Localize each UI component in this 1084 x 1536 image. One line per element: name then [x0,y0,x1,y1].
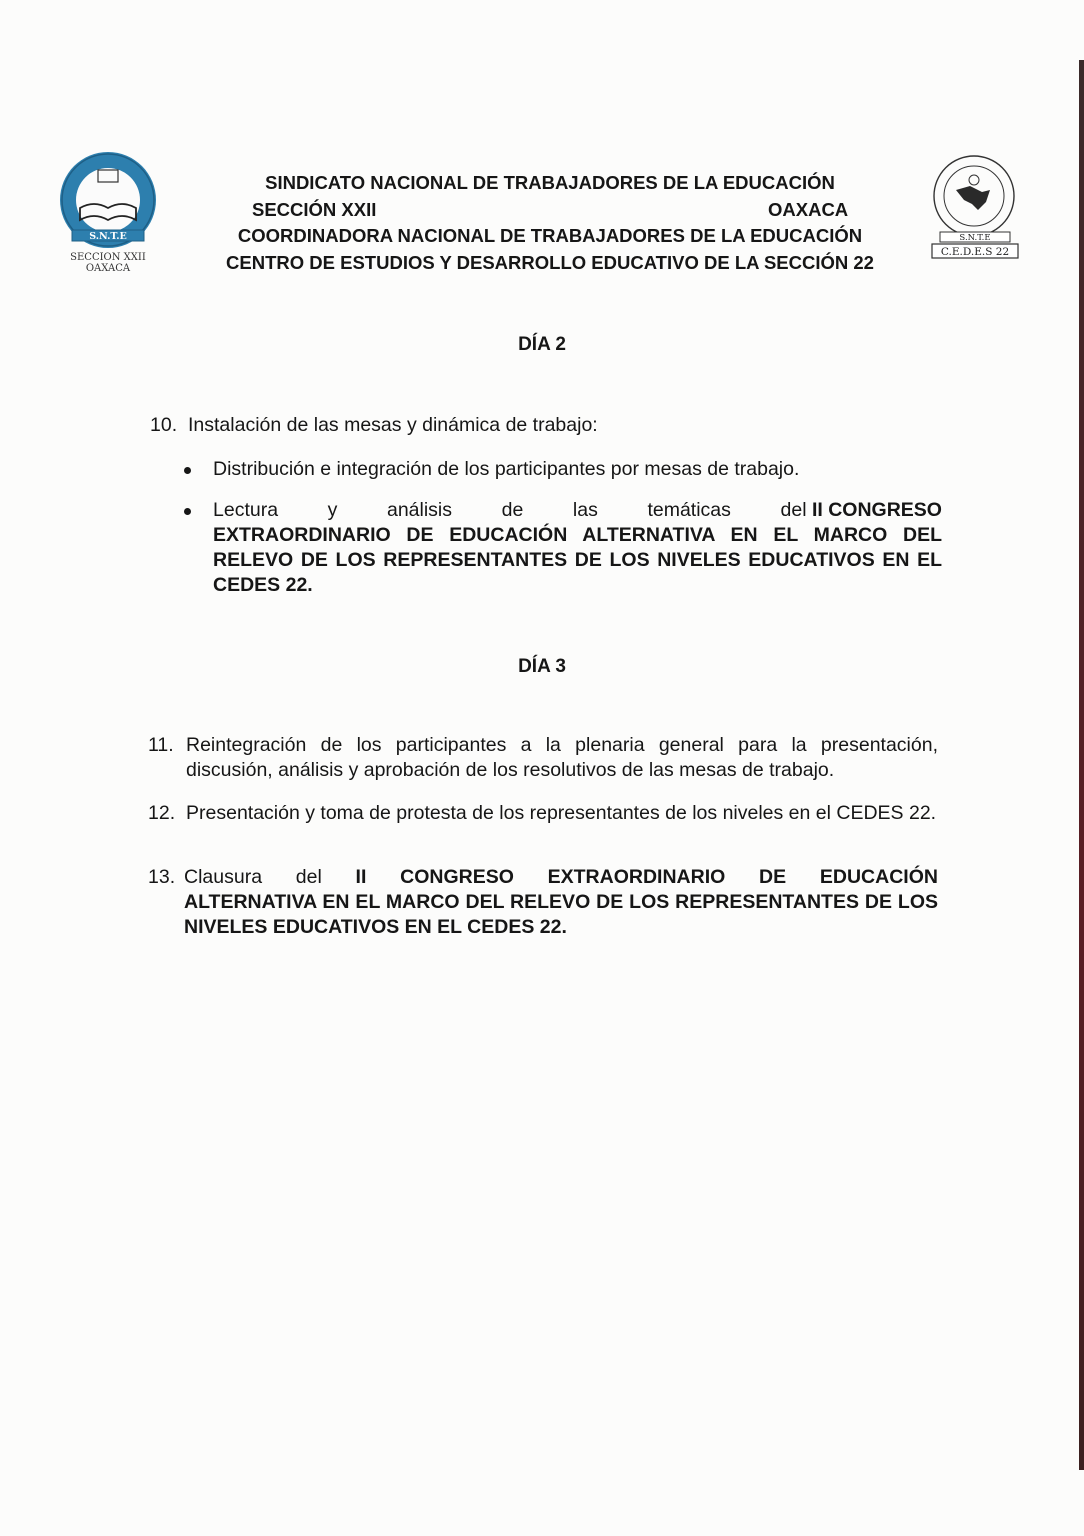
cedes-22-logo [914,154,1036,266]
bullet-item-distribucion [184,457,944,487]
word: y [327,499,338,521]
day-2-heading: DÍA 2 [518,334,566,355]
item-number: 11. [148,734,174,756]
bullet-first-line [213,498,942,523]
header-section: SECCIÓN XXII [252,198,377,220]
logo-caption-oaxaca: OAXACA [85,263,131,274]
word: del [295,866,322,888]
logo-band-text: S.N.T.E [89,231,127,242]
agenda-item-10 [150,413,950,443]
bullet-icon [184,508,191,515]
bullet-text [213,498,942,598]
item-number: 12. [148,802,176,824]
agenda-item-12 [148,801,948,861]
item-first-line [184,865,938,890]
congress-name-start: II CONGRESO [811,499,942,521]
item-text: Reintegración de los participantes a la plenaria general para la presentación, discusión, análisis y aprobación de los resolutivos de las mesas de trabajo. [186,734,938,781]
header-state: OAXACA [768,198,849,220]
header-line-coordinadora: COORDINADORA NACIONAL DE TRABAJADORES DE LA EDUCACIÓN [237,225,863,246]
word: de [501,499,524,521]
bullet-icon [184,467,191,474]
word: DE [759,866,787,888]
congress-name-rest: EXTRAORDINARIO DE EDUCACIÓN ALTERNATIVA EN EL MARCO DEL RELEVO DE LOS REPRESENTANTES DE LOS NIVELES EDUCATIVOS EN EL CEDES 22. [213,524,942,596]
page-edge-shadow [1079,60,1084,1470]
logo-caption-seccion: SECCION XXII [70,252,146,263]
word: CONGRESO [400,866,514,888]
word-group [781,498,942,523]
word: análisis [386,499,453,521]
logo-band-cedes: C.E.D.E.S 22 [940,246,1010,258]
header-line-centro: CENTRO DE ESTUDIOS Y DESARROLLO EDUCATIVO DE LA SECCIÓN 22 [226,251,874,273]
word: temáticas [647,499,731,521]
item-text: Instalación de las mesas y dinámica de trabajo: [188,414,598,436]
item-number: 10. [150,414,178,436]
item-text: Presentación y toma de protesta de los representantes de los niveles en el CEDES 22. [186,802,937,824]
item-text [184,865,938,940]
agenda-item-11 [148,733,948,793]
bullet-item-lectura [184,498,944,608]
congress-name-rest: ALTERNATIVA EN EL MARCO DEL RELEVO DE LOS REPRESENTANTES DE LOS NIVELES EDUCATIVOS EN EL CEDES 22. [184,891,938,938]
header-line-section [200,197,900,224]
letterhead [200,170,900,276]
word: II [355,866,367,888]
item-number: 13. [148,866,176,888]
word: del [780,499,807,521]
logo-band-snte: S.N.T.E [959,233,991,243]
agenda-item-13 [148,865,948,955]
word: las [572,499,598,521]
snte-seccion-xxii-logo [50,150,166,286]
day-3-heading: DÍA 3 [518,656,566,677]
header-line-union: SINDICATO NACIONAL DE TRABAJADORES DE LA EDUCACIÓN [265,172,835,193]
bullet-text: Distribución e integración de los participantes por mesas de trabajo. [213,458,800,480]
word: Clausura [184,866,263,888]
word: Lectura [213,499,279,521]
word: EDUCACIÓN [819,866,938,888]
word: EXTRAORDINARIO [547,866,726,888]
